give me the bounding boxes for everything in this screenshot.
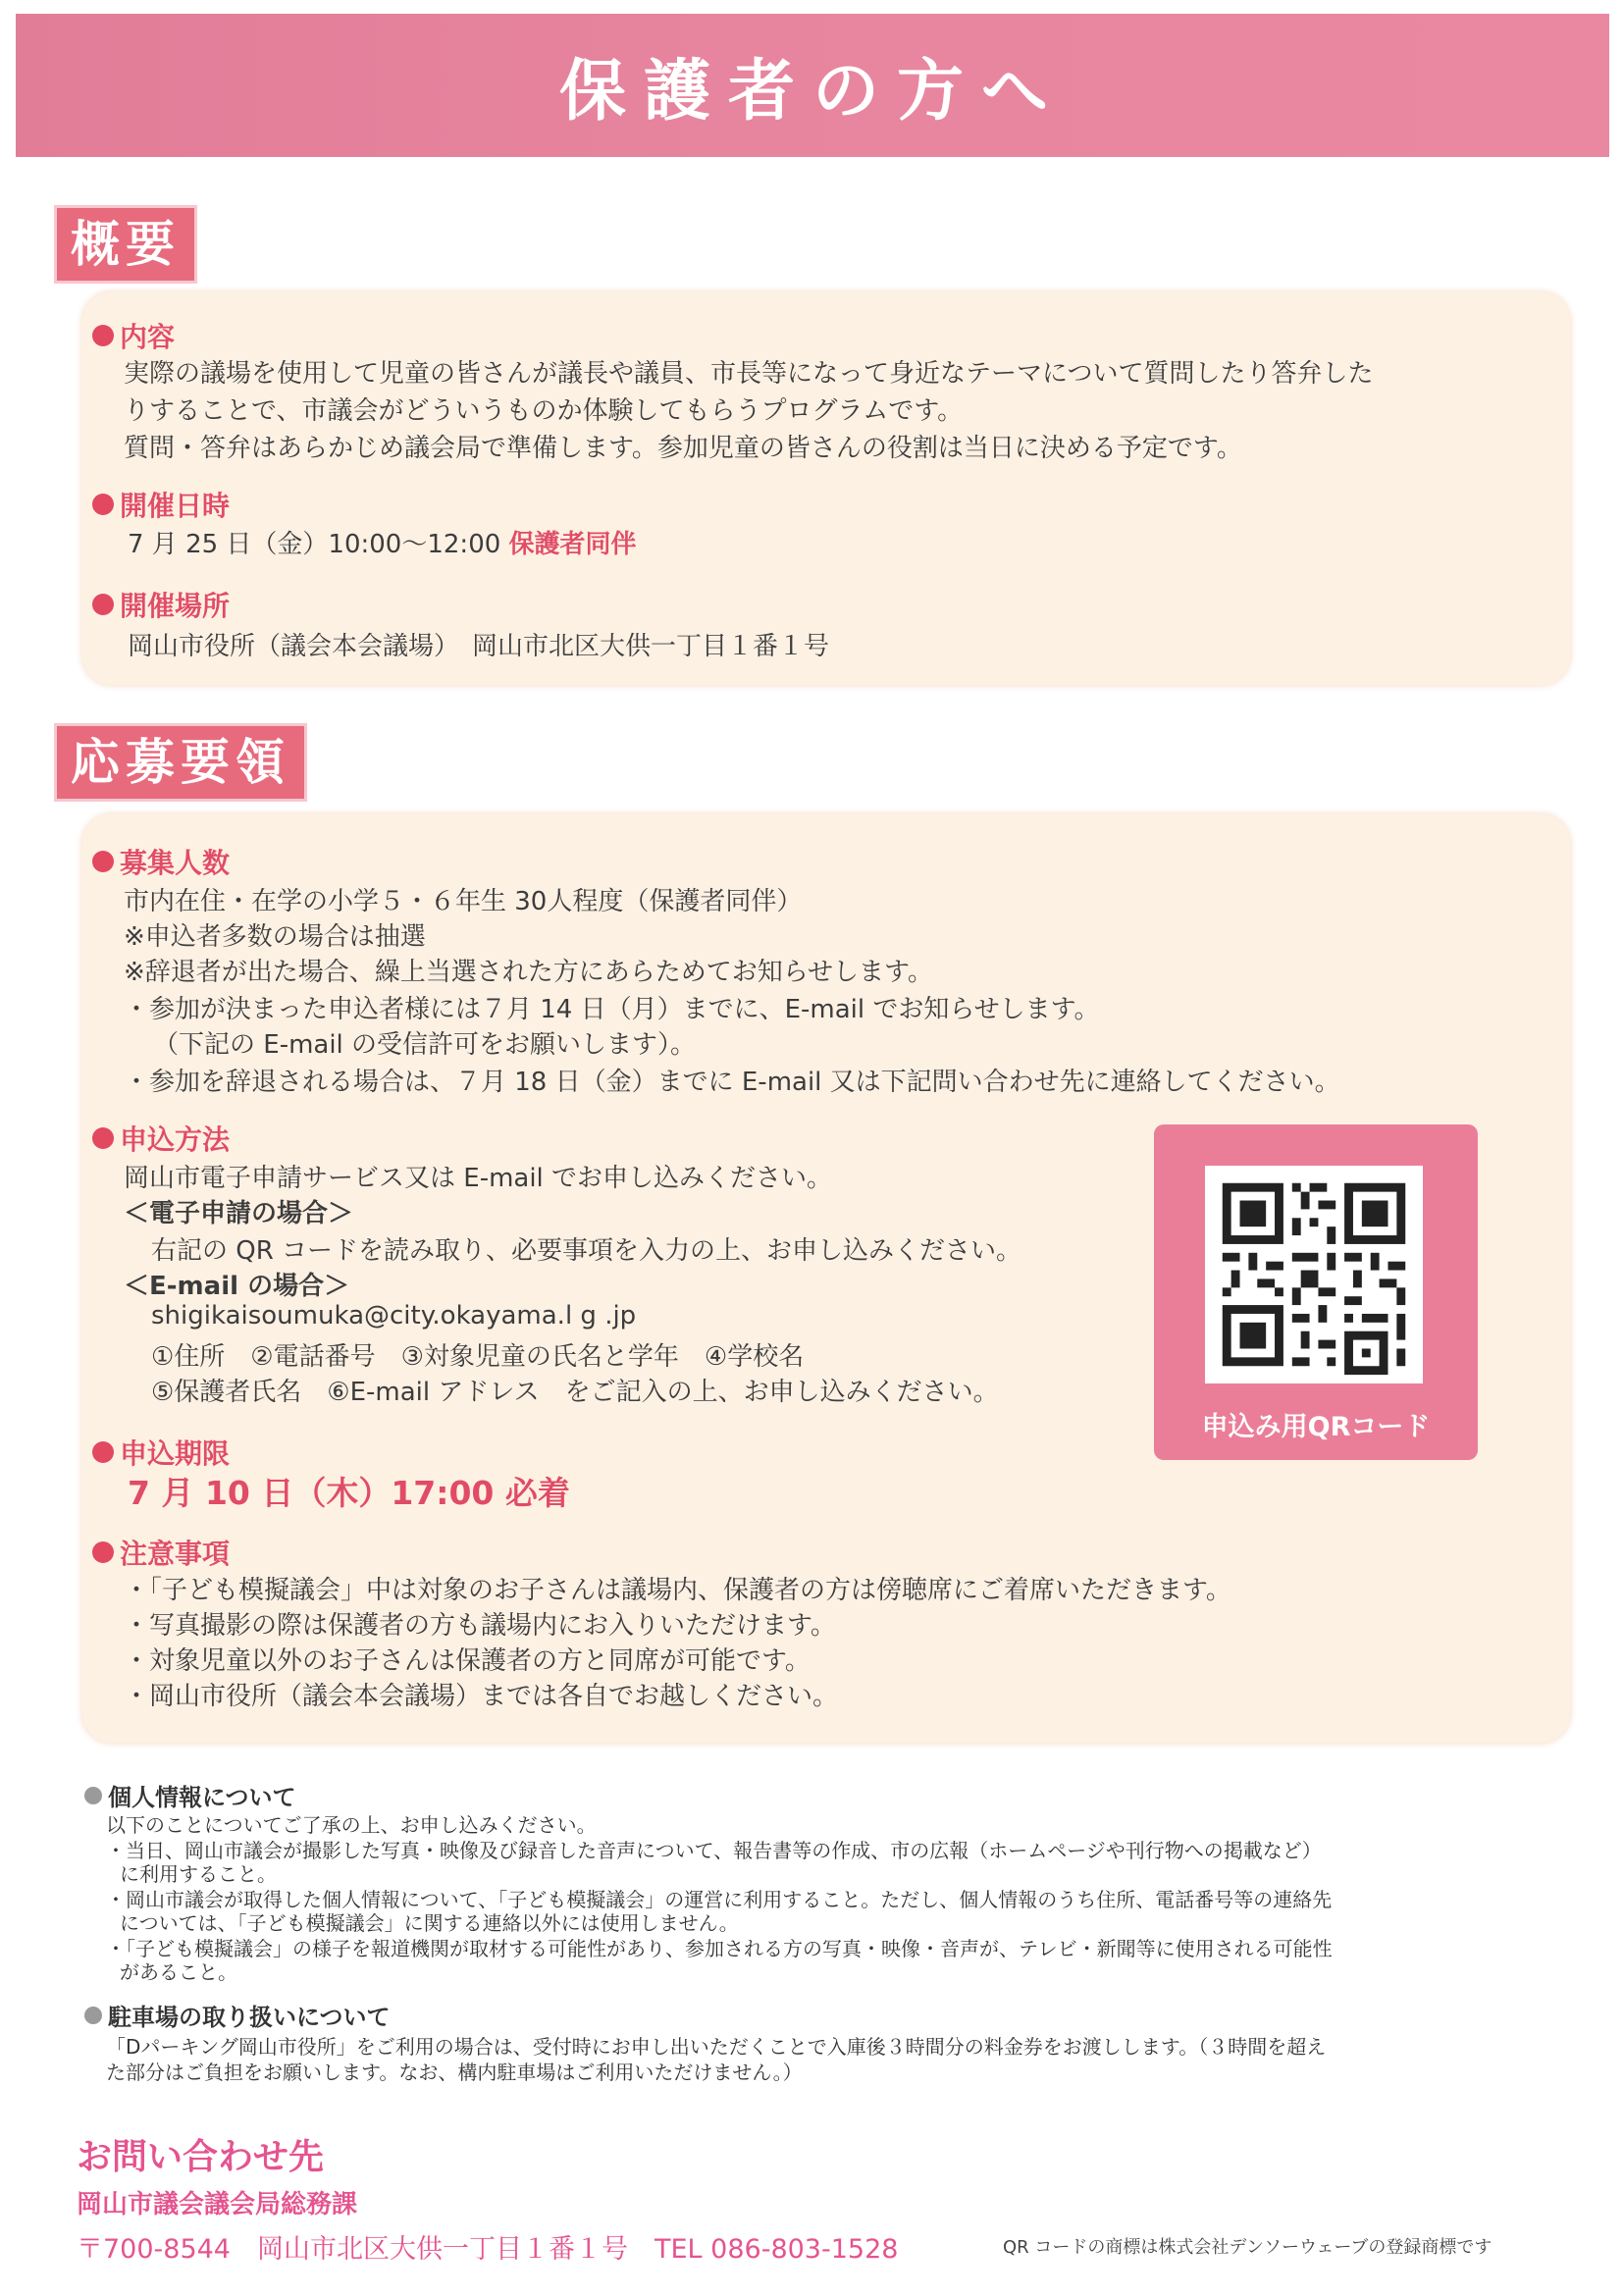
privacy-line: ・「子ども模擬議会」の様子を報道機関が取材する可能性があり、参加される方の写真・映像・音声が、テレビ・新聞等に使用される可能性 [106, 1937, 1333, 1960]
online-text: 右記の QR コードを読み取り、必要事項を入力の上、お申し込みください。 [151, 1236, 1022, 1266]
content-line: 実際の議場を使用して児童の皆さんが議長や議員、市長等になって身近なテーマについて質問したり答弁した [124, 359, 1374, 389]
capacity-line: ※申込者多数の場合は抽選 [124, 922, 426, 952]
bullet-dot-icon [92, 494, 114, 515]
privacy-line: に利用すること。 [120, 1862, 277, 1886]
parking-heading: 駐車場の取り扱いについて [84, 1998, 391, 2032]
parking-line: 「Dパーキング岡山市役所」をご利用の場合は、受付時にお申し出いただくことで入庫後３時間分の料金券をお渡しします。（３時間を超え [106, 2035, 1327, 2059]
qr-card [1154, 1124, 1478, 1460]
bullet-dot-icon [92, 1441, 114, 1463]
privacy-line: ・当日、岡山市議会が撮影した写真・映像及び録音した音声について、報告書等の作成、市の広報（ホームページや刊行物への掲載など） [106, 1839, 1322, 1862]
notes-heading: 注意事項 [92, 1533, 230, 1572]
capacity-line: （下記の E-mail の受信許可をお願いします）。 [153, 1030, 697, 1060]
date-text: 7 月 25 日（金）10:00〜12:00 保護者同伴 [128, 530, 637, 559]
date-heading: 開催日時 [92, 485, 230, 524]
header-banner [16, 14, 1609, 157]
notes-line: ・対象児童以外のお子さんは保護者の方と同席が可能です。 [124, 1646, 811, 1676]
section-tag-overview: 概要 [57, 208, 194, 281]
contact-address: 〒700-8544 岡山市北区大供一丁目１番１号 TEL 086-803-1528 [77, 2234, 899, 2265]
capacity-line: ・参加が決まった申込者様には７月 14 日（月）までに、E-mail でお知らせします。 [124, 995, 1100, 1024]
bullet-dot-icon [92, 851, 114, 872]
email-heading: ＜E-mail の場合＞ [124, 1272, 350, 1301]
parking-line: た部分はご負担をお願いします。なお、構内駐車場はご利用いただけません。） [106, 2061, 803, 2084]
notes-line: ・岡山市役所（議会本会議場）までは各自でお越しください。 [124, 1682, 839, 1711]
privacy-line: 以下のことについてご了承の上、お申し込みください。 [106, 1813, 597, 1837]
content-line: 質問・答弁はあらかじめ議会局で準備します。参加児童の皆さんの役割は当日に決める予定です。 [124, 434, 1242, 463]
content-line: りすることで、市議会がどういうものか体験してもらうプログラムです。 [124, 396, 964, 426]
qr-label: 申込み用QRコード [1201, 1412, 1431, 1442]
guardian-note: 保護者同伴 [508, 530, 637, 559]
bullet-dot-icon [92, 325, 114, 346]
bullet-dot-icon [92, 1127, 114, 1149]
capacity-heading: 募集人数 [92, 842, 230, 881]
capacity-line: ・参加を辞退される場合は、７月 18 日（金）までに E-mail 又は下記問い合わせ先に連絡してください。 [124, 1068, 1340, 1097]
section-tag-application: 応募要領 [57, 726, 304, 799]
method-heading: 申込方法 [92, 1119, 230, 1158]
contact-org: 岡山市議会議会局総務課 [77, 2190, 358, 2219]
bullet-dot-icon [84, 1787, 102, 1804]
content-heading: 内容 [92, 316, 175, 355]
bullet-dot-icon [84, 2007, 102, 2024]
notes-line: ・「子ども模擬議会」中は対象のお子さんは議場内、保護者の方は傍聴席にご着席いただきます。 [124, 1576, 1231, 1605]
bullet-dot-icon [92, 1541, 114, 1563]
notes-line: ・写真撮影の際は保護者の方も議場内にお入りいただけます。 [124, 1611, 836, 1641]
email-address[interactable]: shigikaisoumuka@city.okayama.l g .jp [151, 1301, 637, 1331]
deadline-heading: 申込期限 [92, 1433, 230, 1472]
qr-code-icon[interactable] [1205, 1166, 1423, 1383]
method-intro: 岡山市電子申請サービス又は E-mail でお申し込みください。 [124, 1164, 833, 1193]
online-heading: ＜電子申請の場合＞ [124, 1199, 354, 1228]
privacy-heading: 個人情報について [84, 1778, 296, 1812]
privacy-line: があること。 [120, 1960, 237, 1984]
deadline-text: 7 月 10 日（木）17:00 必着 [128, 1474, 570, 1512]
email-items: ①住所 ②電話番号 ③対象児童の氏名と学年 ④学校名 [151, 1342, 805, 1372]
place-heading: 開催場所 [92, 585, 230, 624]
bullet-dot-icon [92, 594, 114, 615]
capacity-line: ※辞退者が出た場合、繰上当選された方にあらためてお知らせします。 [124, 958, 933, 987]
privacy-line: ・岡山市議会が取得した個人情報について、「子ども模擬議会」の運営に利用すること。ただし、個人情報のうち住所、電話番号等の連絡先 [106, 1888, 1333, 1911]
contact-title: お問い合わせ先 [77, 2137, 325, 2177]
privacy-line: については、「子ども模擬議会」に関する連絡以外には使用しません。 [120, 1911, 739, 1935]
email-items: ⑤保護者氏名 ⑥E-mail アドレス をご記入の上、お申し込みください。 [151, 1378, 999, 1407]
trademark-note: QR コードの商標は株式会社デンソーウェーブの登録商標です [1003, 2237, 1492, 2258]
place-text: 岡山市役所（議会本会議場） 岡山市北区大供一丁目１番１号 [128, 632, 830, 661]
page-title: 保護者の方へ [558, 52, 1066, 130]
capacity-line: 市内在住・在学の小学５・６年生 30人程度（保護者同伴） [124, 887, 803, 916]
